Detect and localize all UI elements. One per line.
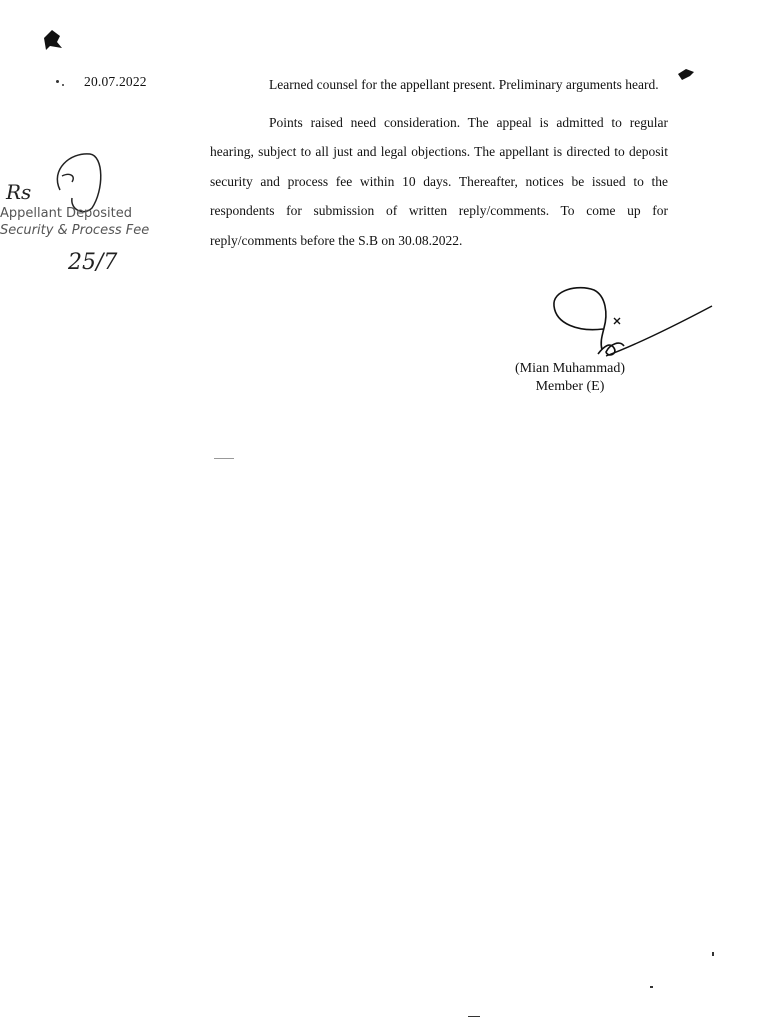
scan-dot (62, 84, 64, 86)
ink-blot-icon (676, 68, 696, 82)
ink-blot-icon (40, 28, 68, 52)
scan-speck (712, 952, 714, 956)
stamp-line-2: Security & Process Fee (0, 223, 150, 238)
scan-speck (650, 986, 653, 988)
order-body (210, 70, 668, 263)
signatory-block (470, 360, 670, 396)
stamp-handwritten-number: 25/7 (68, 250, 118, 275)
scan-speck (468, 1016, 480, 1017)
paragraph-2: Points raised need consideration. The appeal is admitted to regular hearing, subject to all just and legal objections. The appellant is directed to deposit security and process fee within 10 days. Thereafter, notices be issued to the respondents for submission of written reply/comments. To come up for reply/comments before the S.B on 30.08.2022. (210, 114, 668, 248)
order-date: 20.07.2022 (84, 74, 147, 89)
paragraph-1: Learned counsel for the appellant present. Preliminary arguments heard. (269, 77, 659, 92)
signature-icon (548, 284, 718, 364)
stamp-handwritten-prefix: Rs (6, 180, 32, 204)
deposit-stamp (0, 205, 149, 239)
stamp-line-1: Appellant Deposited (0, 206, 132, 221)
signatory-designation: Member (E) (535, 379, 605, 394)
scan-dot (56, 80, 59, 83)
signatory-name: (Mian Muhammad) (514, 361, 626, 376)
scan-speck (214, 458, 234, 459)
